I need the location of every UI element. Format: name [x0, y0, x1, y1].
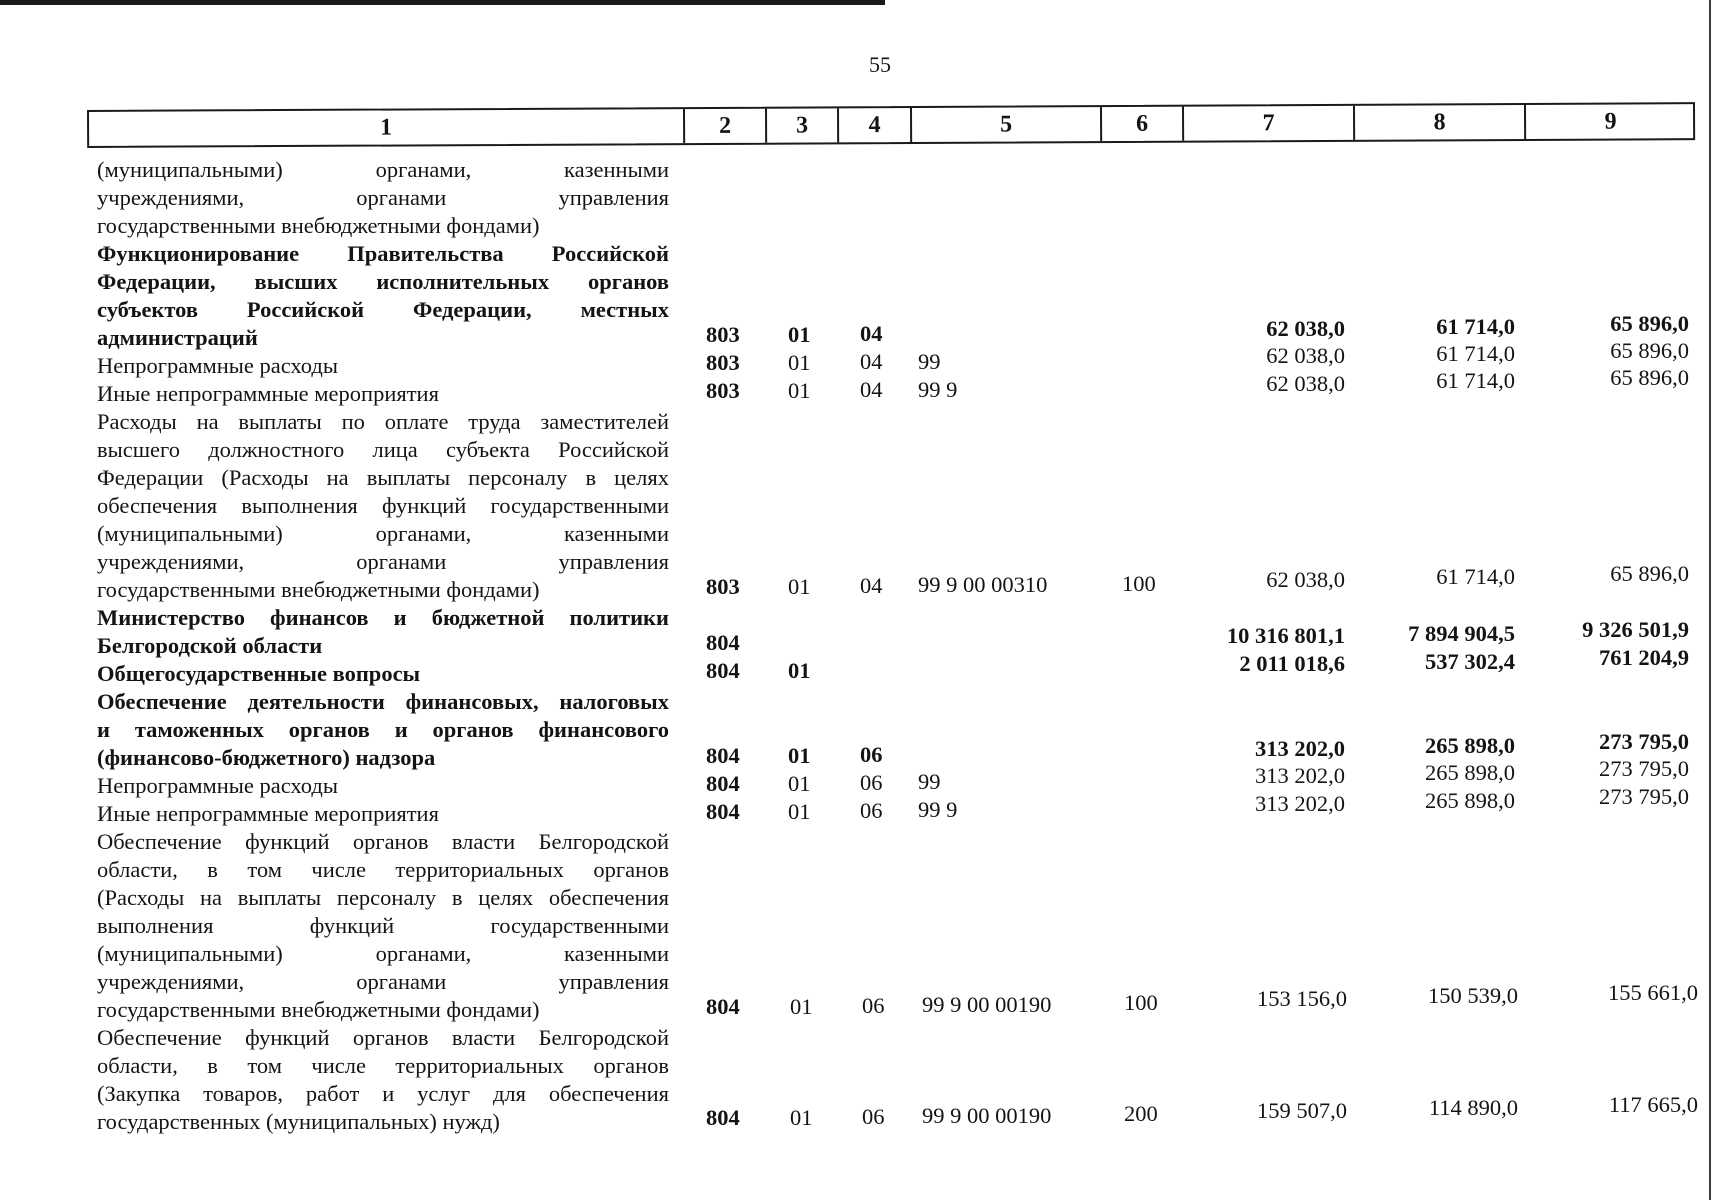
row-text-line: администраций [97, 325, 258, 350]
cell-col-7: 153 156,0 [1257, 986, 1347, 1011]
cell-col-3: 01 [790, 994, 813, 1019]
cell-col-3: 01 [788, 378, 811, 403]
row-text-line: (финансово-бюджетного) надзора [97, 745, 436, 770]
page-number: 55 [869, 52, 891, 77]
row-text-line: учреждениями, органами управления [97, 549, 669, 574]
cell-col-2: 804 [706, 994, 740, 1019]
cell-col-9: 761 204,9 [1599, 645, 1689, 670]
page-edge [1709, 0, 1711, 1200]
cell-col-7: 159 507,0 [1257, 1098, 1347, 1123]
cell-col-7: 62 038,0 [1266, 567, 1345, 592]
row-text-line: (Расходы на выплаты персоналу в целях обеспечения [97, 885, 669, 910]
row-text-line: государственными внебюджетными фондами) [97, 577, 540, 602]
cell-col-4: 06 [860, 770, 883, 795]
cell-col-9: 155 661,0 [1608, 980, 1698, 1005]
row-text-line: Федерации, высших исполнительных органов [97, 269, 669, 294]
cell-col-4: 06 [862, 993, 885, 1018]
cell-col-8: 150 539,0 [1428, 983, 1518, 1008]
row-text-line: государственных (муниципальных) нужд) [97, 1109, 500, 1134]
table-header [87, 102, 1695, 148]
cell-col-2: 804 [706, 1105, 740, 1130]
cell-col-9: 65 896,0 [1610, 365, 1689, 390]
cell-col-8: 61 714,0 [1436, 314, 1515, 339]
header-col-4: 4 [837, 108, 910, 142]
cell-col-3: 01 [788, 771, 811, 796]
cell-col-2: 803 [706, 378, 740, 403]
header-col-2: 2 [683, 109, 765, 143]
cell-col-3: 01 [788, 350, 811, 375]
row-text-line: Общегосударственные вопросы [97, 661, 421, 686]
cell-col-5: 99 [918, 769, 941, 794]
cell-col-8: 265 898,0 [1425, 788, 1515, 813]
cell-col-3: 01 [788, 658, 811, 683]
cell-col-7: 313 202,0 [1255, 763, 1345, 788]
cell-col-8: 7 894 904,5 [1408, 621, 1515, 646]
cell-col-6: 100 [1124, 990, 1158, 1015]
cell-col-2: 804 [706, 743, 740, 768]
cell-col-8: 61 714,0 [1436, 564, 1515, 589]
cell-col-7: 2 011 018,6 [1239, 651, 1345, 676]
cell-col-6: 200 [1124, 1101, 1158, 1126]
cell-col-9: 9 326 501,9 [1582, 617, 1689, 642]
cell-col-8: 265 898,0 [1425, 760, 1515, 785]
row-text-line: (муниципальными) органами, казенными [97, 157, 669, 182]
cell-col-3: 01 [788, 799, 811, 824]
row-text-line: выполнения функций государственными [97, 913, 669, 938]
row-text-line: обеспечения выполнения функций государственными [97, 493, 669, 518]
cell-col-7: 313 202,0 [1255, 736, 1345, 761]
header-col-8: 8 [1353, 105, 1524, 140]
cell-col-8: 61 714,0 [1436, 341, 1515, 366]
cell-col-4: 06 [862, 1104, 885, 1129]
row-text-line: высшего должностного лица субъекта Российской [97, 437, 669, 462]
cell-col-9: 65 896,0 [1610, 311, 1689, 336]
cell-col-8: 61 714,0 [1436, 368, 1515, 393]
cell-col-4: 04 [860, 321, 883, 346]
row-text-line: области, в том числе территориальных органов [97, 857, 669, 882]
row-text-line: Функционирование Правительства Российской [97, 241, 669, 266]
row-text-line: государственными внебюджетными фондами) [97, 213, 540, 238]
cell-col-9: 273 795,0 [1599, 756, 1689, 781]
row-text-line: Непрограммные расходы [97, 353, 338, 378]
cell-col-4: 06 [860, 742, 883, 767]
cell-col-5: 99 9 00 00190 [922, 1103, 1052, 1128]
cell-col-7: 10 316 801,1 [1226, 623, 1345, 648]
cell-col-7: 313 202,0 [1255, 791, 1345, 816]
header-col-3: 3 [765, 108, 837, 142]
row-text-line: Иные непрограммные мероприятия [97, 381, 439, 406]
row-text-line: учреждениями, органами управления [97, 185, 669, 210]
cell-col-8: 114 890,0 [1428, 1095, 1518, 1120]
cell-col-3: 01 [788, 322, 811, 347]
header-col-1: 1 [380, 114, 393, 141]
cell-col-2: 804 [706, 771, 740, 796]
row-text-line: Обеспечение функций органов власти Белгородской [97, 829, 669, 854]
cell-col-2: 804 [706, 799, 740, 824]
row-text-line: области, в том числе территориальных органов [97, 1053, 669, 1078]
cell-col-3: 01 [790, 1105, 813, 1130]
cell-col-9: 117 665,0 [1608, 1092, 1698, 1117]
cell-col-3: 01 [788, 743, 811, 768]
cell-col-2: 803 [706, 322, 740, 347]
row-text-line: Белгородской области [97, 633, 323, 658]
cell-col-6: 100 [1122, 571, 1156, 596]
cell-col-2: 804 [706, 658, 740, 683]
cell-col-9: 65 896,0 [1610, 561, 1689, 586]
row-text-line: Иные непрограммные мероприятия [97, 801, 439, 826]
row-text-line: Непрограммные расходы [97, 773, 338, 798]
cell-col-5: 99 9 00 00190 [922, 992, 1052, 1017]
cell-col-4: 04 [860, 573, 883, 598]
cell-col-2: 803 [706, 350, 740, 375]
header-col-7: 7 [1182, 106, 1353, 141]
row-text-line: учреждениями, органами управления [97, 969, 669, 994]
cell-col-3: 01 [788, 574, 811, 599]
row-text-line: Федерации (Расходы на выплаты персоналу в целях [97, 465, 669, 490]
cell-col-4: 04 [860, 377, 883, 402]
cell-col-8: 265 898,0 [1425, 733, 1515, 758]
cell-col-2: 803 [706, 574, 740, 599]
cell-col-7: 62 038,0 [1266, 316, 1345, 341]
cell-col-5: 99 [918, 349, 941, 374]
row-text-line: Обеспечение деятельности финансовых, налоговых [97, 689, 669, 714]
header-col-6: 6 [1100, 107, 1182, 141]
row-text-line: Обеспечение функций органов власти Белгородской [97, 1025, 669, 1050]
header-col-5: 5 [910, 107, 1100, 142]
cell-col-4: 06 [860, 798, 883, 823]
cell-col-7: 62 038,0 [1266, 371, 1345, 396]
cell-col-9: 273 795,0 [1599, 729, 1689, 754]
cell-col-5: 99 9 00 00310 [918, 572, 1048, 597]
row-text-line: и таможенных органов и органов финансового [97, 717, 669, 742]
row-text-line: государственными внебюджетными фондами) [97, 997, 540, 1022]
row-text-line: Расходы на выплаты по оплате труда заместителей [97, 409, 669, 434]
cell-col-7: 62 038,0 [1266, 343, 1345, 368]
cell-col-9: 273 795,0 [1599, 784, 1689, 809]
cell-col-4: 04 [860, 349, 883, 374]
cell-col-8: 537 302,4 [1425, 649, 1515, 674]
top-rule [0, 0, 885, 5]
cell-col-2: 804 [706, 630, 740, 655]
row-text-line: субъектов Российской Федерации, местных [97, 297, 669, 322]
cell-col-5: 99 9 [918, 797, 958, 822]
row-text-line: (Закупка товаров, работ и услуг для обеспечения [97, 1081, 669, 1106]
row-text-line: (муниципальными) органами, казенными [97, 521, 669, 546]
row-text-line: Министерство финансов и бюджетной политики [97, 605, 669, 630]
cell-col-5: 99 9 [918, 377, 958, 402]
row-text-line: (муниципальными) органами, казенными [97, 941, 669, 966]
cell-col-9: 65 896,0 [1610, 338, 1689, 363]
header-col-9: 9 [1524, 104, 1695, 139]
